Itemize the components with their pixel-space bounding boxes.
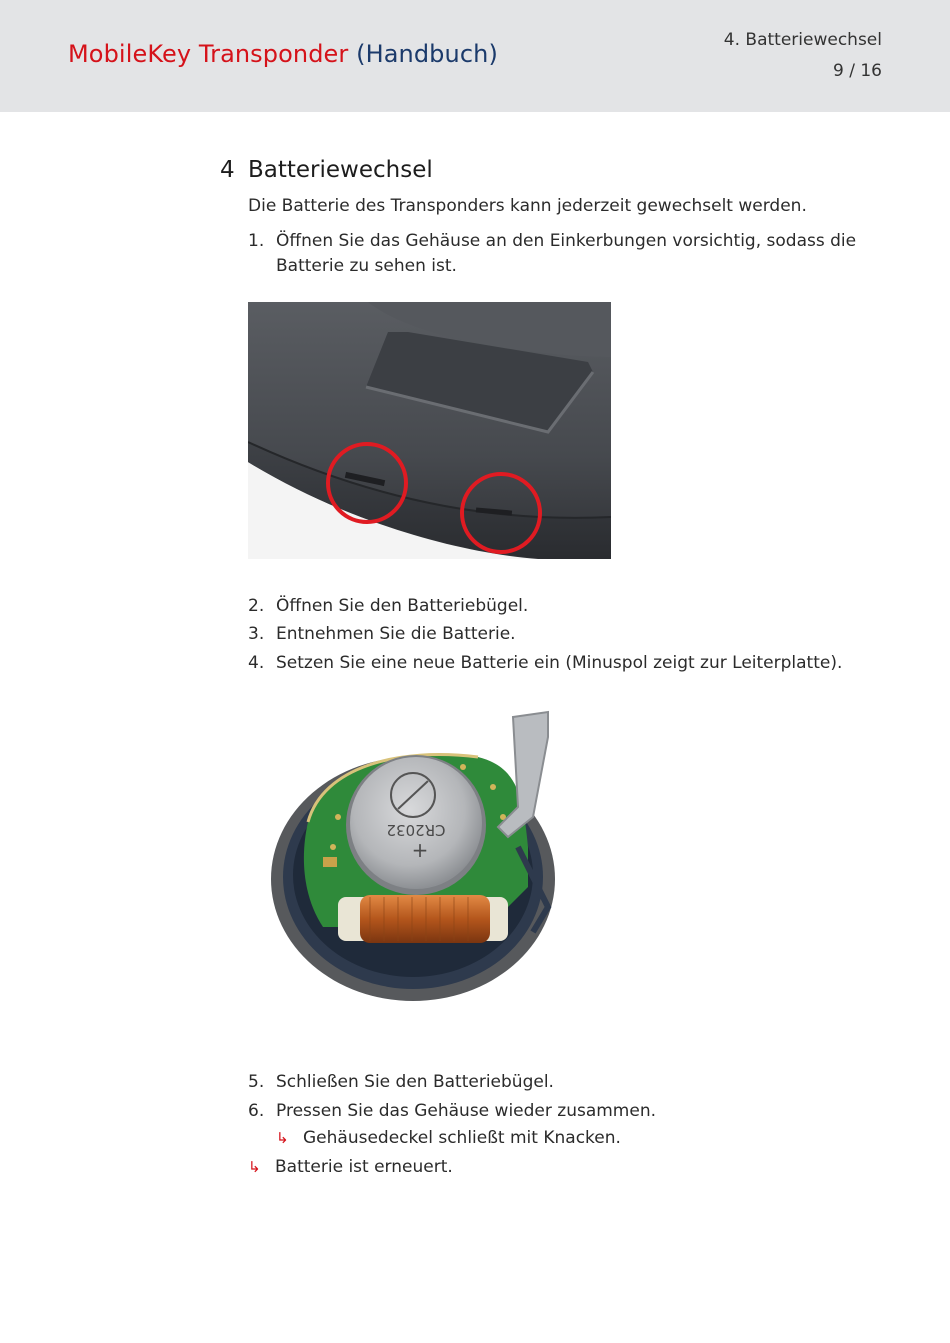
- section-number: 4: [220, 157, 235, 183]
- step-text: Schließen Sie den Batteriebügel.: [276, 1072, 554, 1092]
- step-item: [248, 651, 868, 676]
- step-number: 4.: [248, 653, 265, 673]
- step-item: [248, 229, 868, 279]
- section-title: Batteriewechsel: [248, 157, 433, 183]
- page-header: [0, 0, 950, 112]
- document-title-brand: MobileKey Transponder: [68, 40, 349, 68]
- result-text: Gehäusedeckel schließt mit Knacken.: [303, 1128, 621, 1148]
- chapter-label: 4. Batteriewechsel: [723, 30, 882, 50]
- battery-plus: +: [411, 838, 429, 862]
- result-item: [248, 1155, 453, 1180]
- step-item: [248, 1099, 868, 1124]
- step-number: 2.: [248, 596, 265, 616]
- step-number: 6.: [248, 1101, 265, 1121]
- section-heading: [220, 157, 433, 183]
- step-text: Öffnen Sie das Gehäuse an den Einkerbungen vorsichtig, sodass die Batterie zu sehen ist.: [276, 231, 857, 276]
- step-text: Entnehmen Sie die Batterie.: [276, 624, 516, 644]
- step-text: Setzen Sie eine neue Batterie ein (Minuspol zeigt zur Leiterplatte).: [276, 653, 843, 673]
- result-arrow-icon: ↳: [276, 1129, 289, 1147]
- step-item: [248, 1070, 868, 1095]
- result-item: [276, 1126, 621, 1151]
- figure-housing-notches: [248, 302, 611, 559]
- intro-text: Die Batterie des Transponders kann jederzeit gewechselt werden.: [248, 196, 807, 216]
- document-title: [68, 40, 498, 68]
- step-text: Öffnen Sie den Batteriebügel.: [276, 596, 529, 616]
- battery-label: CR2032: [386, 821, 446, 839]
- copper-coil: [360, 895, 490, 943]
- step-item: [248, 622, 868, 647]
- step-item: [248, 594, 868, 619]
- result-arrow-icon: ↳: [248, 1158, 261, 1176]
- page-number: 9 / 16: [833, 61, 882, 81]
- step-number: 1.: [248, 231, 265, 251]
- step-number: 5.: [248, 1072, 265, 1092]
- result-text: Batterie ist erneuert.: [275, 1157, 453, 1177]
- step-number: 3.: [248, 624, 265, 644]
- figure-open-transponder: [248, 697, 611, 1047]
- step-text: Pressen Sie das Gehäuse wieder zusammen.: [276, 1101, 657, 1121]
- document-title-handbook: (Handbuch): [356, 40, 498, 68]
